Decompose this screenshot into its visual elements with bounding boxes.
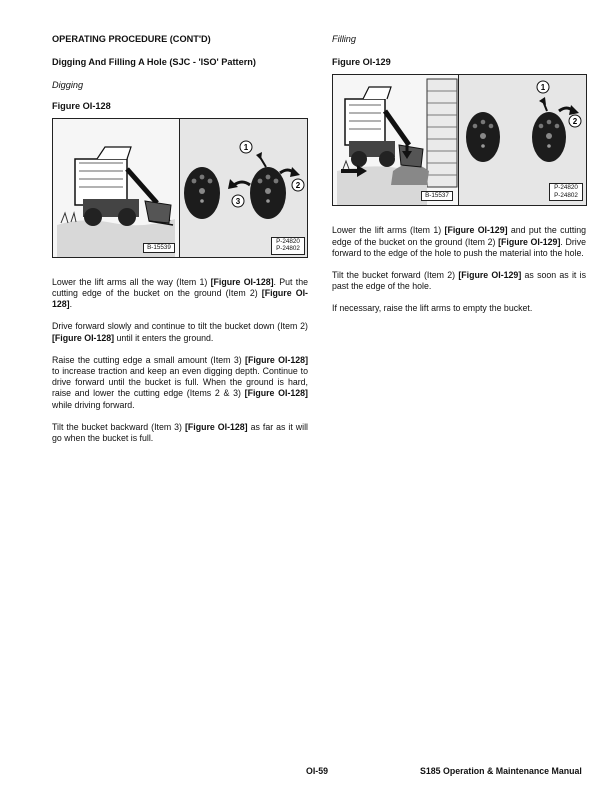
control-codes: P-24820 P-24802 (549, 183, 583, 201)
page-number: OI-59 (306, 766, 329, 776)
paragraph-tilt-bucket-backward: Tilt the bucket backward (Item 3) [Figure OI-128] as far as it will go when the bucket is full. (52, 421, 309, 444)
svg-text:3: 3 (235, 196, 241, 206)
arrow-right-icon (569, 105, 579, 115)
left-column (52, 34, 308, 444)
section-title: OPERATING PROCEDURE (CONT'D) (52, 34, 211, 44)
photo-code: B-15539 (143, 243, 175, 253)
digging-label: Digging (52, 80, 84, 91)
arrow-up-icon (256, 152, 262, 160)
loader-digging-illustration (53, 119, 180, 257)
filling-label: Filling (332, 34, 356, 44)
svg-text:2: 2 (572, 117, 578, 127)
svg-text:1: 1 (243, 142, 249, 152)
svg-text:1: 1 (540, 83, 546, 93)
photo-code: B-15537 (421, 191, 453, 201)
svg-text:2: 2 (295, 180, 301, 190)
paragraph-lower-lift-arms-filling: Lower the lift arms (Item 1) [Figure OI-129] and put the cutting edge of the bucket on the ground (Item 2) [Figure OI-129]. Drive forward to the edge of the hole to push the material into the hole. (332, 225, 587, 258)
subsection-title: Digging And Filling A Hole (SJC - 'ISO' Pattern) (52, 57, 256, 68)
paragraph-drive-forward: Drive forward slowly and continue to tilt the bucket down (Item 2) [Figure OI-128] until it enters the ground. (52, 321, 308, 343)
right-column (332, 34, 586, 315)
paragraph-empty-bucket: If necessary, raise the lift arms to empty the bucket. (332, 303, 533, 314)
loader-filling-illustration (333, 75, 459, 205)
paragraph-raise-cutting-edge: Raise the cutting edge a small amount (Item 3) [Figure OI-128] to increase traction and keep an even digging depth. Continue to drive forward until the bucket is full. When the ground is hard, raise and lower the cutting edge (Items 2 & 3) [Figure OI-128] while driving forward. (52, 354, 309, 410)
left-joystick-icon (466, 112, 500, 162)
left-joystick-icon (184, 167, 220, 219)
figure-ol-129 (332, 74, 587, 206)
right-joystick-icon (250, 167, 286, 219)
arrow-up-icon (539, 97, 546, 105)
paragraph-lower-lift-arms: Lower the lift arms all the way (Item 1) [Figure OI-128]. Put the cutting edge of the bucket on the ground (Item 2) [Figure OI-128]. (52, 276, 308, 310)
control-codes: P-24820 P-24802 (271, 237, 305, 255)
figure-ol-128 (52, 118, 308, 258)
figure-ol-129-label: Figure OI-129 (332, 57, 391, 68)
right-joystick-icon (532, 112, 566, 162)
paragraph-tilt-bucket-forward: Tilt the bucket forward (Item 2) [Figure OI-129] as soon as it is past the edge of the hole. (332, 270, 586, 292)
manual-title: S185 Operation & Maintenance Manual (420, 766, 582, 776)
figure-ol-128-label: Figure OI-128 (52, 100, 111, 111)
arrow-right-icon (290, 167, 300, 177)
